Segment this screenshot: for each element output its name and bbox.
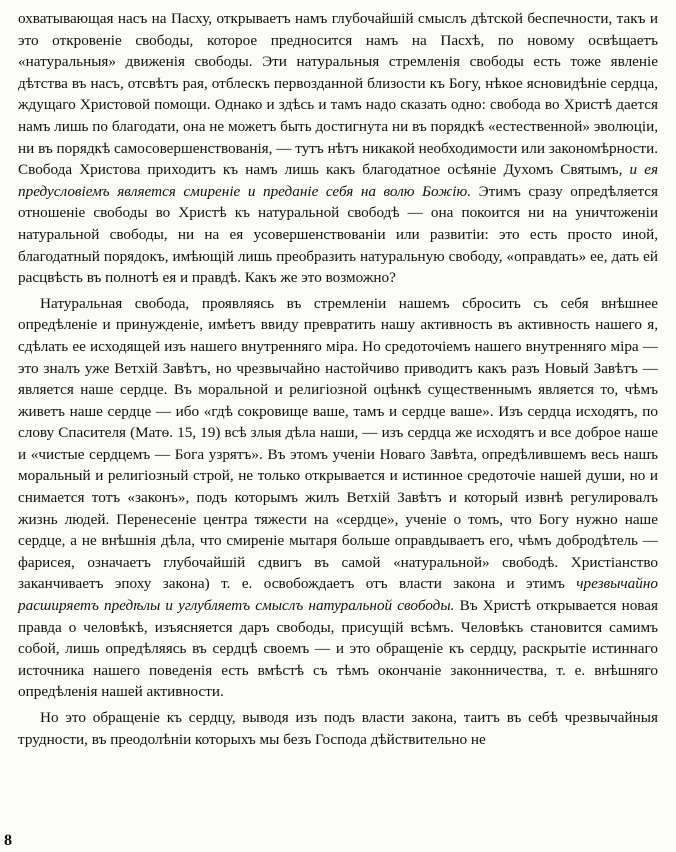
paragraph-3 — [18, 707, 658, 750]
paragraph-1 — [18, 8, 658, 289]
page-number: 8 — [4, 832, 12, 849]
text-run: Но это обращеніе къ сердцу, выводя изъ подъ власти закона, таитъ въ себѣ чрезвычайныя трудности, въ преодолѣніи которыхъ мы безъ Господа дѣйствительно не — [18, 709, 658, 748]
text-run: Натуральная свобода, проявляясь въ стремленіи нашемъ сбросить съ себя внѣшнее опредѣленіе и принужденіе, имѣетъ ввиду превратить нашу активность въ активность нашего я, сдѣлать ее исходящей изъ нашего внутренняго міра. Но средоточіемъ нашего внутренняго міра — это зналъ уже Ветхій Завѣтъ, но чрезвычайно настойчиво приводитъ какъ разъ Новый Завѣтъ — является наше сердце. Въ моральной и религіозной оцѣнкѣ существеннымъ является то, чѣмъ живетъ наше сердце — ибо «гдѣ сокровище ваше, тамъ и сердце ваше». Изъ сердца исходятъ, по слову Спасителя (Матѳ. 15, 19) всѣ злыя дѣла наши, — изъ сердца же исходятъ и все доброе наше и «чистые сердцемъ — Бога узрятъ». Въ этомъ ученіи Новаго Завѣта, опредѣлившемъ весь нашъ моральный и религіозный строй, не только открывается и истинное средоточіе нашей души, но и снимается тотъ «законъ», подъ которымъ жилъ Ветхій Завѣтъ и который извнѣ регулировалъ жизнь людей. Перенесеніе центра тяжести на «сердце», ученіе о томъ, что Богу нужно наше сердце, а не внѣшнія дѣла, что смиреніе мытаря больше оправдываетъ его, чѣмъ добродѣтель — фарисея, означаетъ глубочайшій сдвигъ въ самой «натуральной» свободѣ. Христіанство заканчиваетъ эпоху закона) т. е. освобождаетъ отъ власти закона и этимъ — [18, 294, 658, 593]
italic-text-run: чрезвычайно расширяетъ предѣлы и углубляетъ смыслъ натуральной свободы. — [18, 575, 658, 615]
text-run: Въ Христѣ открывается новая правда о человѣкѣ, изъясняется даръ свободы, присущій всѣмъ. Человѣкъ становится самимъ собой, лишь опредѣляясь въ сердцѣ своемъ — и это обращеніе къ сердцу, раскрытіе истиннаго источника нашего поведенія есть вмѣстѣ съ тѣмъ окончаніе законничества, т. е. внѣшняго опредѣленія нашей активности. — [18, 597, 658, 701]
paragraph-2 — [18, 293, 658, 703]
book-page — [18, 8, 658, 844]
text-run: Этимъ сразу опредѣляется отношеніе свободы во Христѣ къ натуральной свободѣ — она покоится ни на уничтоженіи натуральной свободы, ни на ея усовершенствованіи или развитіи: это есть просто иной, благодатный порядокъ, имѣющій лишь преобразить натуральную свободу, «оправдать» ее, дать ей расцвѣсть въ полнотѣ ея и правдѣ. Какъ же это возможно? — [18, 182, 658, 287]
text-run: охватывающая насъ на Пасху, открываетъ намъ глубочайшій смыслъ дѣтской беспечности, такъ и это откровеніе свободы, которое предносится намъ на Пасхѣ, по новому освѣщаетъ «натуральныя» движенія свободы. Эти натуральныя стремленія свободы есть тоже явленіе дѣтства въ насъ, отсвѣтъ рая, отблескъ первозданной близости къ Богу, нѣкое ясновидѣніе сердца, ждущаго Христовой помощи. Однако и здѣсь и тамъ надо сказать одно: свобода во Христѣ дается намъ лишь по благодати, она не можетъ быть достигнута ни въ порядкѣ «естественной» эволюціи, ни въ порядкѣ самосовершенствованія, — тутъ нѣтъ никакой необходимости или закономѣрности. Свобода Христова приходитъ къ намъ лишь какъ благодатное осѣяніе Духомъ Святымъ, — [18, 10, 658, 179]
italic-text-run: и ея предусловіемъ является смиреніе и преданіе себя на волю Божію. — [18, 161, 659, 200]
